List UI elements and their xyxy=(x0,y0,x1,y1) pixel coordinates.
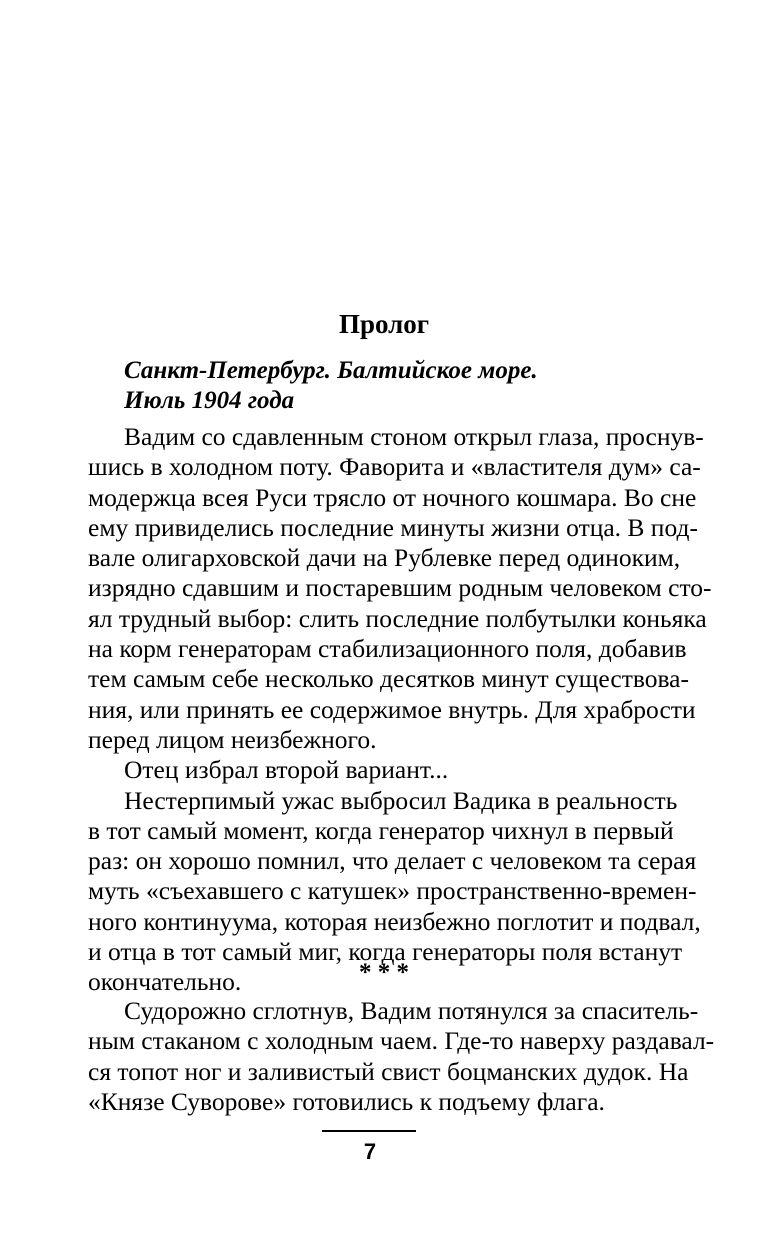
text-line: перед лицом неизбежного. xyxy=(88,724,377,754)
text-line: Отец избрал второй вариант... xyxy=(124,755,449,785)
text-line: «Князе Суворове» готовились к подъему флага. xyxy=(88,1086,605,1116)
text-line: модержца всея Руси трясло от ночного кошмара. Во сне xyxy=(88,482,697,512)
text-line: раз: он хорошо помнил, что делает с человеком та серая xyxy=(88,846,697,876)
text-line: изрядно сдавшим и постаревшим родным человеком сто- xyxy=(88,573,712,603)
text-line: ему привиделись последние минуты жизни отца. В под- xyxy=(88,512,698,542)
text-line: тем самым себе несколько десятков минут существова- xyxy=(88,664,689,694)
section-separator: * * * xyxy=(359,959,409,986)
subtitle-line: Июль 1904 года xyxy=(124,387,295,414)
chapter-title: Пролог xyxy=(338,309,430,339)
subtitle-line: Санкт-Петербург. Балтийское море. xyxy=(124,357,538,384)
body-text-block xyxy=(88,422,712,998)
footer-rule xyxy=(322,1130,416,1132)
text-line: Нестерпимый ужас выбросил Вадика в реальность xyxy=(124,785,678,815)
page-number: 7 xyxy=(363,1139,377,1164)
chapter-subtitle xyxy=(124,356,684,416)
text-line: в тот самый момент, когда генератор чихнул в первый xyxy=(88,815,674,845)
body-text-block xyxy=(88,996,715,1117)
text-line: ным стаканом с холодным чаем. Где-то наверху раздавал- xyxy=(88,1026,715,1056)
text-line: Вадим со сдавленным стоном открыл глаза, проснув- xyxy=(124,422,704,451)
text-line: шись в холодном поту. Фаворита и «властителя дум» са- xyxy=(88,452,701,482)
text-line: Судорожно сглотнув, Вадим потянулся за спаситель- xyxy=(124,996,699,1025)
text-line: ния, или принять ее содержимое внутрь. Для храбрости xyxy=(88,694,696,724)
text-line: ся топот ног и заливистый свист боцманских дудок. На xyxy=(88,1056,689,1086)
text-line: на корм генераторам стабилизационного поля, добавив xyxy=(88,634,687,664)
text-line: и отца в тот самый миг, когда генераторы поля встанут xyxy=(88,937,683,967)
text-line: ного континуума, которая неизбежно поглотит и подвал, xyxy=(88,906,701,936)
text-line: ял трудный выбор: слить последние полбутылки коньяка xyxy=(88,603,707,633)
text-line: вале олигарховской дачи на Рублевке перед одиноким, xyxy=(88,543,681,573)
text-line: муть «съехавшего с катушек» пространственно-времен- xyxy=(88,876,697,906)
text-line: окончательно. xyxy=(88,967,242,997)
